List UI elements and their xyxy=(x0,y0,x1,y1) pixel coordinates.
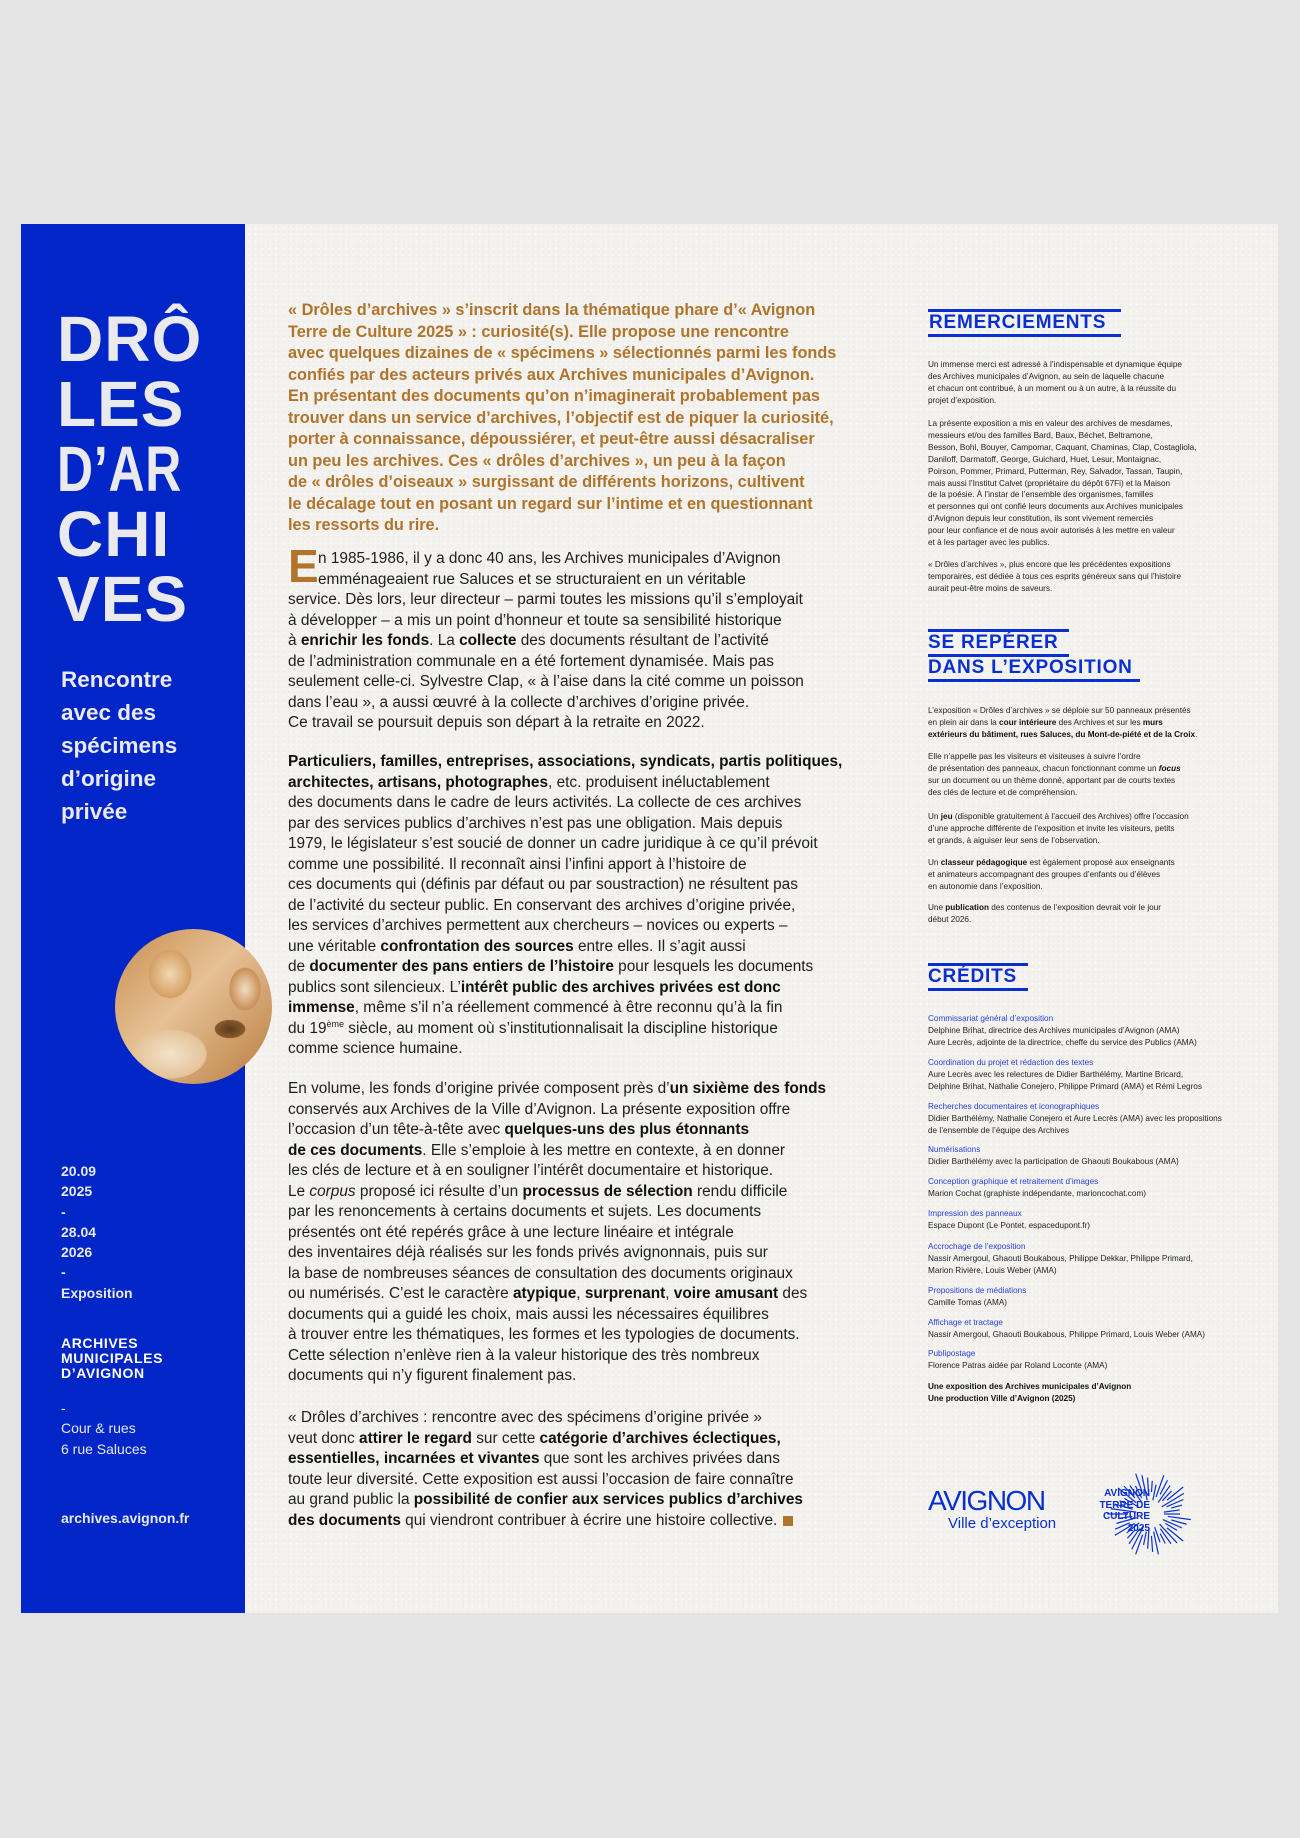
date-line: 28.04 xyxy=(61,1223,97,1240)
text-line: mais aussi l’Institut Calvet (propriétaire du dépôt 67Fi) et la Maison xyxy=(928,478,1171,488)
text-line: seulement celle-ci. Sylvestre Clap, « à l’aise dans la cité comme un poisson xyxy=(288,673,804,690)
date-line: - xyxy=(61,1203,66,1220)
bold-text: confrontation des sources xyxy=(380,937,574,955)
text-line: extérieurs du bâtiment, rues Saluces, du Mont-de-piété et de la Croix. xyxy=(928,729,1198,739)
guide-paragraph xyxy=(928,751,1181,799)
text-line: comme une possibilité. Il reconnaît ainsi l’infini apport à l’histoire de xyxy=(288,855,747,873)
text-line: pour leur confiance et de nous avoir autorisés à les mettre en valeur xyxy=(928,526,1175,536)
text-line: trouver dans un service d’archives, l’objectif est de piquer la curiosité, xyxy=(288,408,834,427)
text-line: Une publication des contenus de l’exposition devrait voir le jour xyxy=(928,903,1162,912)
text-line: confiés par des acteurs privés aux Archives municipales d’Avignon. xyxy=(288,365,815,384)
credit-entry xyxy=(928,1208,1090,1232)
subtitle-line: avec des xyxy=(61,700,157,725)
bold-text: documenter des pans entiers de l’histoire xyxy=(309,958,614,975)
subtitle-line: spécimens xyxy=(61,733,178,758)
text-line: Besson, Bohl, Bouyer, Campomar, Caquant, Chaminas, Clap, Costagliola, xyxy=(928,442,1197,452)
location-line: 6 rue Saluces xyxy=(61,1440,147,1457)
text-line: immense, même s’il n’a réellement commencé à être reconnu qu’à la fin xyxy=(288,999,783,1016)
logo-line: D’AVIGNON xyxy=(61,1365,145,1381)
text-line: en autonomie dans l’exposition. xyxy=(928,881,1043,891)
credit-label: Accrochage de l’exposition xyxy=(928,1242,1026,1251)
heading-se-reperer-line1: SE REPÉRER xyxy=(928,629,1069,657)
text-line: Delphine Brihat, Nathalie Conejero, Philippe Primard (AMA) et Rémi Legros xyxy=(928,1081,1202,1091)
thanks-paragraph xyxy=(928,559,1181,595)
text-line: du 19ème siècle, au moment où s’institutionnalisait la discipline historique xyxy=(288,1018,778,1037)
text-line: Une exposition des Archives municipales d’Avignon xyxy=(928,1382,1132,1391)
text-line xyxy=(288,752,842,773)
bold-text: atypique xyxy=(512,1285,577,1302)
text-line: porter à connaissance, dépoussiérer, et peut-être aussi désacraliser xyxy=(288,430,815,448)
text-line: des documents qui viendront contribuer à écrire une histoire collective. xyxy=(288,1511,803,1532)
credit-entry xyxy=(928,1348,1107,1372)
tdc-line: TERRE DE xyxy=(1099,1499,1150,1511)
text-line: messieurs et/ou des familles Bard, Baux, Béchet, Beltramone, xyxy=(928,430,1153,440)
text-line: les ressorts du rire. xyxy=(288,516,440,534)
credit-entry xyxy=(928,1241,1193,1277)
credit-label: Numérisations xyxy=(928,1145,981,1154)
text-line: Espace Dupont (Le Pontet, espacedupont.fr) xyxy=(928,1220,1091,1230)
text-line: une véritable confrontation des sources entre elles. Il s’agit aussi xyxy=(288,937,746,955)
text-line: la base de nombreuses séances de consultation des documents originaux xyxy=(288,1264,793,1282)
text-line: par les renoncements à certains documents et sujets. Les documents xyxy=(288,1203,762,1220)
bold-text: jeu xyxy=(940,812,953,821)
text-line: par des services publics d’archives n’est pas une obligation. Mais depuis xyxy=(288,814,783,832)
burst-ray xyxy=(1152,1481,1153,1492)
text-line: Camille Tomas (AMA) xyxy=(928,1297,1008,1307)
text-line: Elle n’appelle pas les visiteurs et visiteuses à suivre l’ordre xyxy=(928,752,1141,761)
avignon-ville-logo xyxy=(928,1486,1056,1532)
text-line: En volume, les fonds d’origine privée composent près d’un sixième des fonds xyxy=(288,1080,827,1097)
title-line: DRÔ xyxy=(57,303,203,375)
text-line: Poirson, Pommer, Primard, Putterman, Rey, Salvador, Tassan, Taupin, xyxy=(928,466,1183,476)
credit-label: Propositions de médiations xyxy=(928,1286,1027,1295)
bold-text: murs xyxy=(1142,717,1163,727)
logo-line: ARCHIVES xyxy=(61,1335,139,1351)
text-line: de « drôles d’oiseaux » surgissant de différents horizons, cultivent xyxy=(288,473,805,491)
text-line: « Drôles d’archives » s’inscrit dans la thématique phare d’« Avignon xyxy=(288,301,816,319)
bold-text: des documents xyxy=(288,1511,401,1529)
text-line: conservés aux Archives de la Ville d’Avignon. La présente exposition offre xyxy=(288,1100,791,1118)
text-line: aurait peut-être moins de saveurs. xyxy=(928,583,1053,593)
text-line: Didier Barthélémy avec la participation de Ghaouti Boukabous (AMA) xyxy=(928,1156,1179,1166)
title-line: LES xyxy=(57,368,185,440)
subtitle-line: Rencontre xyxy=(61,667,173,692)
bold-text: immense xyxy=(288,999,355,1016)
text-line: Marion Cochat (graphiste indépendante, marioncochat.com) xyxy=(928,1188,1146,1198)
location-separator: - xyxy=(61,1400,66,1416)
bold-text: extérieurs du bâtiment, rues Saluces, du Mont-de-piété et de la Croix xyxy=(928,729,1196,739)
credit-label: Affichage et tractage xyxy=(928,1318,1003,1327)
bold-text: publication xyxy=(945,903,989,912)
text-line: Un jeu (disponible gratuitement à l’accueil des Archives) offre l’occasion xyxy=(928,812,1189,821)
tdc-line: AVIGNON xyxy=(1104,1488,1150,1499)
text-line: ces documents qui (définis par défaut ou par soustraction) ne résultent pas xyxy=(288,876,798,893)
credits-footer xyxy=(928,1381,1131,1405)
guide-paragraph xyxy=(928,902,1161,926)
text-line: Marion Rivière, Louis Weber (AMA) xyxy=(928,1265,1057,1275)
text-line: « Drôles d’archives », plus encore que les précédentes expositions xyxy=(928,560,1171,569)
text-line: Florence Patras aidée par Roland Loconte (AMA) xyxy=(928,1360,1108,1370)
text-line: En présentant des documents qu’on n’imaginerait probablement pas xyxy=(288,387,820,405)
portrait-photo xyxy=(115,929,272,1084)
body-paragraph-4 xyxy=(288,1408,803,1531)
text-line: l’occasion d’un tête-à-tête avec quelques-uns des plus étonnants xyxy=(288,1121,750,1138)
credit-entry xyxy=(928,1285,1026,1309)
date-line: 2025 xyxy=(61,1183,93,1200)
guide-paragraph xyxy=(928,811,1189,847)
text-line: des clés de lecture et de compréhension. xyxy=(928,787,1078,797)
text-line: documents qui a guidé les choix, mais aussi les nécessaires équilibres xyxy=(288,1305,769,1323)
superscript: ème xyxy=(326,1018,345,1029)
bold-text: quelques-uns des plus étonnants xyxy=(504,1121,750,1138)
event-type: Exposition xyxy=(61,1284,133,1301)
archives-municipales-logo xyxy=(61,1336,163,1381)
credit-entry xyxy=(928,1144,1179,1168)
text-line: début 2026. xyxy=(928,914,972,924)
text-line: architectes, artisans, photographes, etc. produisent inéluctablement xyxy=(288,773,770,791)
bold-text: classeur pédagogique xyxy=(940,858,1028,867)
text-line: Une production Ville d’Avignon (2025) xyxy=(928,1393,1076,1403)
text-line: d’Avignon depuis leur constitution, ils sont vivement remerciés xyxy=(928,514,1154,524)
body-paragraph-1 xyxy=(288,540,804,734)
text-line: en plein air dans la cour intérieure des Archives et sur les murs xyxy=(928,717,1163,727)
location-line: Cour & rues xyxy=(61,1420,136,1437)
text-line: à enrichir les fonds. La collecte des documents résultant de l’activité xyxy=(288,632,769,649)
text-line: projet d’exposition. xyxy=(928,395,997,405)
burst-ray xyxy=(1171,1505,1182,1508)
date-line: 20.09 xyxy=(61,1163,97,1179)
thanks-paragraph xyxy=(928,418,1197,549)
text-line: Ce travail se poursuit depuis son départ à la retraite en 2022. xyxy=(288,714,705,731)
bold-text: cour intérieure xyxy=(999,717,1057,727)
text-line: publics sont silencieux. L’intérêt public des archives privées est donc xyxy=(288,978,781,996)
bold-text: essentielles, incarnées et vivantes xyxy=(288,1450,540,1467)
text-line: à développer – a mis un point d’honneur et toute sa sensibilité historique xyxy=(288,611,782,629)
text-line: les services d’archives permettent aux chercheurs – novices ou experts – xyxy=(288,917,788,934)
credit-label: Publipostage xyxy=(928,1349,976,1358)
tdc-logo-text xyxy=(1080,1488,1150,1534)
thanks-paragraph xyxy=(928,359,1182,407)
text-line: et grands, à aiguiser leur sens de l’observation. xyxy=(928,835,1100,845)
avignon-logo-name: AVIGNON xyxy=(928,1485,1045,1516)
credit-entry xyxy=(928,1176,1146,1200)
text-line: des Archives municipales d’Avignon, au sein de laquelle chacune xyxy=(928,371,1165,381)
text-line: Nassir Amergoul, Ghaouti Boukabous, Philippe Primard, Louis Weber (AMA) xyxy=(928,1329,1205,1339)
bold-text: processus de sélection xyxy=(522,1182,693,1200)
tdc-line: CULTURE xyxy=(1102,1511,1150,1522)
bold-text: collecte xyxy=(459,632,517,649)
location xyxy=(61,1398,147,1459)
credit-label: Conception graphique et retraitement d’images xyxy=(928,1177,1099,1186)
exhibition-subtitle xyxy=(61,663,177,828)
title-line: VES xyxy=(57,563,189,635)
bold-text: voire amusant xyxy=(673,1285,779,1302)
text-line: Un classeur pédagogique est également proposé aux enseignants xyxy=(928,858,1175,867)
text-line: « Drôles d’archives : rencontre avec des spécimens d’origine privée » xyxy=(288,1409,762,1426)
text-line: La présente exposition a mis en valeur des archives de mesdames, xyxy=(928,419,1173,428)
credit-entry xyxy=(928,1101,1222,1137)
text-line: Delphine Brihat, directrice des Archives municipales d’Avignon (AMA) xyxy=(928,1025,1180,1035)
intro-paragraph xyxy=(288,300,836,537)
text-line: de la poésie. À l’instar de l’ensemble des organismes, familles xyxy=(928,490,1154,500)
bold-text: architectes, artisans, photographes xyxy=(288,773,549,791)
title-line: CHI xyxy=(57,498,171,570)
bold-text: attirer le regard xyxy=(359,1429,472,1447)
text-line: Didier Barthélémy, Nathalie Conejero et Aure Lecrès (AMA) avec les propositions xyxy=(928,1113,1222,1123)
date-line: - xyxy=(61,1264,66,1281)
text-line: sur un document ou un thème donné, apportant par de courts textes xyxy=(928,775,1176,785)
text-line: de documenter des pans entiers de l’histoire pour lesquels les documents xyxy=(288,958,814,975)
text-line: présentés ont été repérés grâce à une lecture linéaire et intégrale xyxy=(288,1223,734,1241)
burst-ray xyxy=(1162,1491,1171,1501)
text-line: toute leur diversité. Cette exposition est aussi l’occasion de faire connaître xyxy=(288,1470,794,1488)
text-line: n 1985-1986, il y a donc 40 ans, les Archives municipales d’Avignon xyxy=(318,550,781,567)
bold-text: un sixième des fonds xyxy=(669,1080,827,1097)
text-line: le décalage tout en posant un regard sur l’intime et en questionnant xyxy=(288,494,813,513)
italic-text: corpus xyxy=(309,1182,356,1200)
heading-se-reperer-line2: DANS L’EXPOSITION xyxy=(928,657,1140,682)
text-line: de présentation des panneaux, chacun fonctionnant comme un focus xyxy=(928,763,1181,773)
avignon-logo-tagline: Ville d’exception xyxy=(948,1515,1057,1532)
text-line: à trouver entre les thématiques, les formes et les typologies de documents. xyxy=(288,1326,800,1343)
bold-text: surprenant xyxy=(584,1285,666,1302)
subtitle-line: d’origine xyxy=(61,766,156,791)
credit-label: Coordination du projet et rédaction des textes xyxy=(928,1058,1094,1067)
bold-text: intérêt public des archives privées est donc xyxy=(460,978,781,996)
dropcap-letter: E xyxy=(288,540,319,592)
text-line: et personnes qui ont confié leurs documents aux Archives municipales xyxy=(928,502,1183,512)
text-line: emménageaient rue Saluces et se structuraient en un véritable xyxy=(318,570,746,588)
text-line: service. Dès lors, leur directeur – parmi toutes les missions qu’il s’employait xyxy=(288,591,803,608)
website-link[interactable]: archives.avignon.fr xyxy=(61,1510,190,1526)
text-line: un peu les archives. Ces « drôles d’archives », un peu à la façon xyxy=(288,451,786,470)
credit-entry xyxy=(928,1013,1197,1049)
guide-paragraph xyxy=(928,857,1175,893)
credit-label: Impression des panneaux xyxy=(928,1209,1022,1218)
text-line: Le corpus proposé ici résulte d’un processus de sélection rendu difficile xyxy=(288,1182,788,1200)
text-line: comme science humaine. xyxy=(288,1040,463,1057)
text-line: des inventaires déjà réalisés sur les fonds privés avignonnais, puis sur xyxy=(288,1244,768,1261)
text-line: L’exposition « Drôles d’archives » se déploie sur 50 panneaux présentés xyxy=(928,706,1191,715)
text-line: avec quelques dizaines de « spécimens » sélectionnés parmi les fonds xyxy=(288,344,837,362)
subtitle-line: privée xyxy=(61,799,128,824)
text-line: documents qui n’y figurent finalement pas. xyxy=(288,1367,577,1384)
end-square-icon xyxy=(783,1516,793,1526)
text-line: des documents dans le cadre de leurs activités. La collecte de ces archives xyxy=(288,794,802,811)
guide-paragraph xyxy=(928,705,1197,741)
exhibition-dates xyxy=(61,1161,133,1303)
text-line: de l’administration communale en a été fortement dynamisée. Mais pas xyxy=(288,652,774,670)
credit-entry xyxy=(928,1317,1205,1341)
text-line: 1979, le législateur s’est soucié de donner un cadre juridique à ce qu’il prévoit xyxy=(288,835,818,852)
body-paragraph-3 xyxy=(288,1079,826,1387)
terre-de-culture-logo xyxy=(1078,1476,1182,1548)
text-line: Cette sélection n’enlève rien à la valeur historique des très nombreux xyxy=(288,1346,760,1364)
text-line: Daniloff, Darmatoff, George, Guichard, Huet, Lesur, Montaignac, xyxy=(928,454,1162,464)
text-line: au grand public la possibilité de confier aux services publics d’archives xyxy=(288,1491,803,1508)
heading-credits: CRÉDITS xyxy=(928,963,1028,991)
bold-text: focus xyxy=(1158,763,1181,773)
text-line: d’une approche différente de l’exposition et invite les visiteurs, petits xyxy=(928,823,1175,833)
text-line: et à les partager avec les publics. xyxy=(928,538,1050,548)
text-line: et chacun ont contribué, à un moment ou à un autre, à la réussite du xyxy=(928,383,1177,393)
bold-text: enrichir les fonds xyxy=(300,632,430,649)
text-line: dans l’eau », a aussi œuvré à la collecte d’archives d’origine privée. xyxy=(288,693,750,711)
tdc-line: 2025 xyxy=(1127,1522,1150,1534)
text-line: et animateurs accompagnant des groupes d’enfants ou d’élèves xyxy=(928,869,1161,879)
text-line: Aure Lecrès, adjointe de la directrice, cheffe du service des Publics (AMA) xyxy=(928,1037,1197,1047)
text-line: temporaires, est dédiée à tous ces esprits généreux sans qui l’histoire xyxy=(928,571,1182,581)
credit-entry xyxy=(928,1057,1202,1093)
text-line: de l’activité du secteur public. En conservant des archives d’origine privée, xyxy=(288,896,796,914)
burst-ray xyxy=(1153,1485,1156,1501)
text-line: de l’ensemble de l’équipe des Archives xyxy=(928,1125,1070,1135)
text-line: Un immense merci est adressé à l’indispensable et dynamique équipe xyxy=(928,360,1182,369)
date-line: 2026 xyxy=(61,1244,93,1261)
bold-text: catégorie d’archives éclectiques, xyxy=(539,1429,781,1447)
credit-label: Recherches documentaires et iconographiques xyxy=(928,1102,1100,1111)
bold-text: Particuliers, familles, entreprises, associations, syndicats, partis politiques, xyxy=(288,753,843,770)
heading-remerciements: REMERCIEMENTS xyxy=(928,309,1121,337)
text-line: ou numérisés. C’est le caractère atypique, surprenant, voire amusant des xyxy=(288,1285,808,1302)
title-line: D’AR xyxy=(57,433,183,505)
text-line: veut donc attirer le regard sur cette catégorie d’archives éclectiques, xyxy=(288,1429,781,1447)
credit-label: Commissariat général d’exposition xyxy=(928,1014,1054,1023)
text-line: Terre de Culture 2025 » : curiosité(s). Elle propose une rencontre xyxy=(288,322,789,341)
text-line: essentielles, incarnées et vivantes que sont les archives privées dans xyxy=(288,1450,780,1467)
bold-text: de ces documents xyxy=(288,1141,423,1159)
text-line: Aure Lecrès avec les relectures de Didier Barthélémy, Martine Bricard, xyxy=(928,1069,1184,1079)
text-line: Nassir Amergoul, Ghaouti Boukabous, Philippe Dekkar, Philippe Primard, xyxy=(928,1253,1193,1263)
logo-line: MUNICIPALES xyxy=(61,1350,164,1366)
burst-ray xyxy=(1164,1510,1180,1512)
text-line: de ces documents. Elle s’emploie à les mettre en contexte, à en donner xyxy=(288,1141,786,1159)
body-paragraph-2 xyxy=(288,752,842,1060)
bold-text: possibilité de confier aux services publics d’archives xyxy=(413,1491,803,1508)
text-line: les clés de lecture et à en souligner l’intérêt documentaire et historique. xyxy=(288,1162,774,1179)
